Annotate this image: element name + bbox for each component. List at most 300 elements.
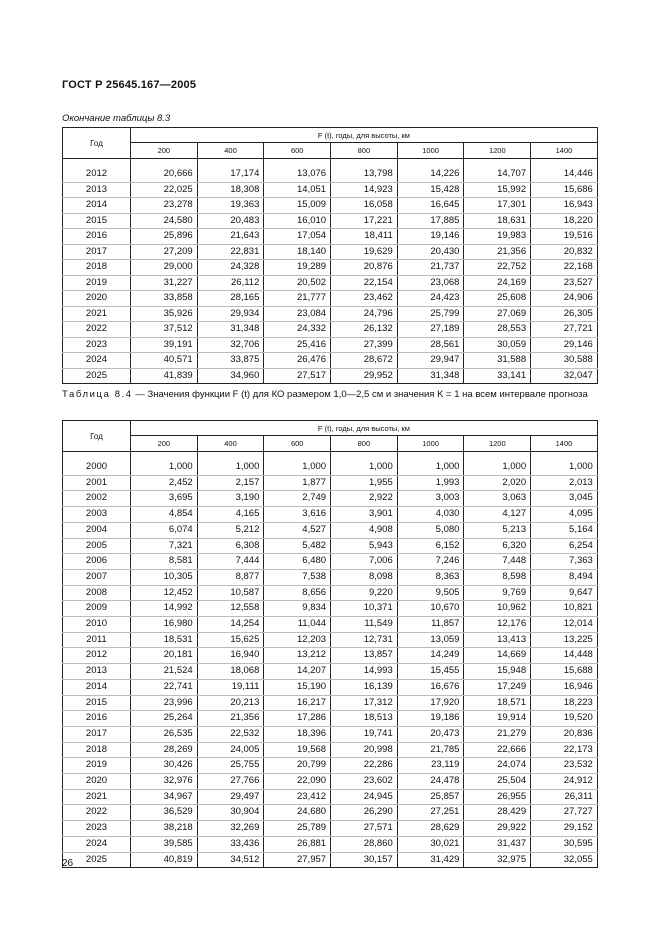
value-cell: 19,629 xyxy=(331,244,398,260)
value-cell: 12,452 xyxy=(131,585,198,601)
value-cell: 15,992 xyxy=(464,182,531,198)
value-cell: 16,980 xyxy=(131,617,198,633)
altitude-group-header: F (t), годы, для высоты, км xyxy=(131,128,598,143)
value-cell: 32,047 xyxy=(531,368,598,384)
altitude-column-header: 1000 xyxy=(397,143,464,159)
year-cell: 2015 xyxy=(63,213,131,229)
year-cell: 2005 xyxy=(63,538,131,554)
value-cell: 28,269 xyxy=(131,742,198,758)
value-cell: 28,561 xyxy=(397,337,464,353)
value-cell: 7,246 xyxy=(397,554,464,570)
value-cell: 32,706 xyxy=(197,337,264,353)
value-cell: 39,191 xyxy=(131,337,198,353)
year-cell: 2020 xyxy=(63,291,131,307)
value-cell: 13,413 xyxy=(464,632,531,648)
value-cell: 4,165 xyxy=(197,507,264,523)
year-cell: 2012 xyxy=(63,648,131,664)
value-cell: 27,727 xyxy=(531,805,598,821)
value-cell: 16,217 xyxy=(264,695,331,711)
value-cell: 37,512 xyxy=(131,322,198,338)
value-cell: 24,423 xyxy=(397,291,464,307)
value-cell: 30,595 xyxy=(531,836,598,852)
value-cell: 10,305 xyxy=(131,569,198,585)
value-cell: 1,000 xyxy=(331,460,398,475)
year-cell: 2011 xyxy=(63,632,131,648)
table-row xyxy=(63,491,598,507)
value-cell: 21,279 xyxy=(464,726,531,742)
value-cell: 20,666 xyxy=(131,167,198,182)
value-cell: 38,218 xyxy=(131,821,198,837)
table-row xyxy=(63,229,598,245)
table-8-3-caption: Окончание таблицы 8.3 xyxy=(62,113,171,124)
value-cell: 3,003 xyxy=(397,491,464,507)
value-cell: 7,448 xyxy=(464,554,531,570)
value-cell: 3,190 xyxy=(197,491,264,507)
table-8-4-title: — Значения функции F (t) для КО размером 1,0—2,5 см и значения K = 1 на всем интервале прогноза xyxy=(132,389,588,400)
year-cell: 2020 xyxy=(63,774,131,790)
value-cell: 22,090 xyxy=(264,774,331,790)
year-cell: 2019 xyxy=(63,275,131,291)
value-cell: 8,598 xyxy=(464,569,531,585)
value-cell: 31,227 xyxy=(131,275,198,291)
value-cell: 16,946 xyxy=(531,679,598,695)
value-cell: 22,168 xyxy=(531,260,598,276)
value-cell: 13,059 xyxy=(397,632,464,648)
value-cell: 20,998 xyxy=(331,742,398,758)
value-cell: 14,923 xyxy=(331,182,398,198)
value-cell: 14,669 xyxy=(464,648,531,664)
value-cell: 22,831 xyxy=(197,244,264,260)
value-cell: 3,901 xyxy=(331,507,398,523)
value-cell: 1,000 xyxy=(131,460,198,475)
table-row xyxy=(63,337,598,353)
value-cell: 30,904 xyxy=(197,805,264,821)
page-number: 26 xyxy=(62,858,74,869)
value-cell: 40,819 xyxy=(131,852,198,868)
value-cell: 16,139 xyxy=(331,679,398,695)
value-cell: 25,857 xyxy=(397,789,464,805)
value-cell: 17,174 xyxy=(197,167,264,182)
altitude-column-header: 600 xyxy=(264,436,331,452)
table-row xyxy=(63,711,598,727)
value-cell: 25,755 xyxy=(197,758,264,774)
value-cell: 23,462 xyxy=(331,291,398,307)
value-cell: 27,399 xyxy=(331,337,398,353)
value-cell: 2,157 xyxy=(197,475,264,491)
year-cell: 2002 xyxy=(63,491,131,507)
value-cell: 24,074 xyxy=(464,758,531,774)
table-row xyxy=(63,291,598,307)
value-cell: 24,906 xyxy=(531,291,598,307)
year-cell: 2024 xyxy=(63,836,131,852)
table-row xyxy=(63,554,598,570)
table-8-4-label: Таблица 8.4 xyxy=(62,389,133,400)
value-cell: 25,896 xyxy=(131,229,198,245)
value-cell: 24,912 xyxy=(531,774,598,790)
year-cell: 2001 xyxy=(63,475,131,491)
table-row xyxy=(63,617,598,633)
value-cell: 1,000 xyxy=(464,460,531,475)
year-cell: 2019 xyxy=(63,758,131,774)
table-row xyxy=(63,679,598,695)
value-cell: 23,278 xyxy=(131,198,198,214)
table-row xyxy=(63,664,598,680)
value-cell: 21,356 xyxy=(464,244,531,260)
value-cell: 27,189 xyxy=(397,322,464,338)
table-row xyxy=(63,353,598,369)
table-row xyxy=(63,322,598,338)
year-cell: 2012 xyxy=(63,167,131,182)
value-cell: 12,731 xyxy=(331,632,398,648)
value-cell: 31,588 xyxy=(464,353,531,369)
value-cell: 21,643 xyxy=(197,229,264,245)
table-body xyxy=(63,460,598,868)
value-cell: 18,140 xyxy=(264,244,331,260)
year-cell: 2015 xyxy=(63,695,131,711)
value-cell: 23,412 xyxy=(264,789,331,805)
value-cell: 19,914 xyxy=(464,711,531,727)
value-cell: 10,962 xyxy=(464,601,531,617)
value-cell: 14,446 xyxy=(531,167,598,182)
value-cell: 19,289 xyxy=(264,260,331,276)
value-cell: 22,154 xyxy=(331,275,398,291)
table-row xyxy=(63,585,598,601)
value-cell: 26,535 xyxy=(131,726,198,742)
value-cell: 8,363 xyxy=(397,569,464,585)
table-8-3 xyxy=(62,127,598,384)
year-cell: 2000 xyxy=(63,460,131,475)
year-cell: 2013 xyxy=(63,664,131,680)
year-cell: 2003 xyxy=(63,507,131,523)
value-cell: 28,860 xyxy=(331,836,398,852)
value-cell: 21,777 xyxy=(264,291,331,307)
value-cell: 26,311 xyxy=(531,789,598,805)
value-cell: 22,532 xyxy=(197,726,264,742)
value-cell: 19,363 xyxy=(197,198,264,214)
value-cell: 19,520 xyxy=(531,711,598,727)
year-cell: 2022 xyxy=(63,322,131,338)
value-cell: 24,005 xyxy=(197,742,264,758)
altitude-header-row xyxy=(63,436,598,452)
value-cell: 24,169 xyxy=(464,275,531,291)
table-row xyxy=(63,821,598,837)
value-cell: 8,656 xyxy=(264,585,331,601)
value-cell: 14,249 xyxy=(397,648,464,664)
value-cell: 1,993 xyxy=(397,475,464,491)
value-cell: 15,625 xyxy=(197,632,264,648)
value-cell: 7,538 xyxy=(264,569,331,585)
year-cell: 2025 xyxy=(63,368,131,384)
value-cell: 32,055 xyxy=(531,852,598,868)
year-column-header: Год xyxy=(63,128,131,159)
table-row xyxy=(63,569,598,585)
value-cell: 27,766 xyxy=(197,774,264,790)
value-cell: 19,983 xyxy=(464,229,531,245)
year-cell: 2013 xyxy=(63,182,131,198)
value-cell: 19,146 xyxy=(397,229,464,245)
value-cell: 25,789 xyxy=(264,821,331,837)
value-cell: 6,074 xyxy=(131,522,198,538)
table-row xyxy=(63,507,598,523)
value-cell: 20,836 xyxy=(531,726,598,742)
value-cell: 24,796 xyxy=(331,306,398,322)
value-cell: 1,000 xyxy=(531,460,598,475)
table-row xyxy=(63,852,598,868)
value-cell: 32,975 xyxy=(464,852,531,868)
value-cell: 35,926 xyxy=(131,306,198,322)
altitude-column-header: 1200 xyxy=(464,436,531,452)
value-cell: 18,223 xyxy=(531,695,598,711)
table-row xyxy=(63,475,598,491)
value-cell: 14,051 xyxy=(264,182,331,198)
value-cell: 1,000 xyxy=(197,460,264,475)
value-cell: 22,741 xyxy=(131,679,198,695)
table-row xyxy=(63,601,598,617)
value-cell: 16,676 xyxy=(397,679,464,695)
value-cell: 29,934 xyxy=(197,306,264,322)
value-cell: 21,356 xyxy=(197,711,264,727)
altitude-column-header: 200 xyxy=(131,436,198,452)
year-cell: 2016 xyxy=(63,711,131,727)
page-header: ГОСТ Р 25645.167—2005 xyxy=(62,79,197,91)
value-cell: 31,437 xyxy=(464,836,531,852)
value-cell: 6,308 xyxy=(197,538,264,554)
year-cell: 2022 xyxy=(63,805,131,821)
year-cell: 2016 xyxy=(63,229,131,245)
value-cell: 2,020 xyxy=(464,475,531,491)
table-row xyxy=(63,213,598,229)
value-cell: 18,571 xyxy=(464,695,531,711)
value-cell: 24,328 xyxy=(197,260,264,276)
value-cell: 24,332 xyxy=(264,322,331,338)
table-row xyxy=(63,632,598,648)
value-cell: 30,059 xyxy=(464,337,531,353)
value-cell: 6,480 xyxy=(264,554,331,570)
value-cell: 27,209 xyxy=(131,244,198,260)
value-cell: 26,476 xyxy=(264,353,331,369)
altitude-column-header: 1400 xyxy=(531,143,598,159)
value-cell: 26,112 xyxy=(197,275,264,291)
value-cell: 23,119 xyxy=(397,758,464,774)
value-cell: 14,448 xyxy=(531,648,598,664)
value-cell: 25,416 xyxy=(264,337,331,353)
value-cell: 25,264 xyxy=(131,711,198,727)
value-cell: 29,152 xyxy=(531,821,598,837)
year-cell: 2017 xyxy=(63,244,131,260)
value-cell: 22,173 xyxy=(531,742,598,758)
value-cell: 32,976 xyxy=(131,774,198,790)
value-cell: 4,127 xyxy=(464,507,531,523)
value-cell: 17,221 xyxy=(331,213,398,229)
value-cell: 14,992 xyxy=(131,601,198,617)
year-cell: 2010 xyxy=(63,617,131,633)
table-row xyxy=(63,368,598,384)
value-cell: 5,080 xyxy=(397,522,464,538)
value-cell: 9,769 xyxy=(464,585,531,601)
altitude-header-row xyxy=(63,143,598,159)
value-cell: 11,044 xyxy=(264,617,331,633)
year-cell: 2014 xyxy=(63,198,131,214)
value-cell: 5,212 xyxy=(197,522,264,538)
altitude-column-header: 200 xyxy=(131,143,198,159)
value-cell: 12,176 xyxy=(464,617,531,633)
value-cell: 15,190 xyxy=(264,679,331,695)
value-cell: 34,960 xyxy=(197,368,264,384)
table-row xyxy=(63,198,598,214)
value-cell: 15,455 xyxy=(397,664,464,680)
year-cell: 2018 xyxy=(63,260,131,276)
value-cell: 20,181 xyxy=(131,648,198,664)
table-row xyxy=(63,742,598,758)
value-cell: 36,529 xyxy=(131,805,198,821)
table-row xyxy=(63,538,598,554)
value-cell: 7,444 xyxy=(197,554,264,570)
value-cell: 21,785 xyxy=(397,742,464,758)
value-cell: 10,670 xyxy=(397,601,464,617)
value-cell: 26,955 xyxy=(464,789,531,805)
value-cell: 6,254 xyxy=(531,538,598,554)
value-cell: 23,532 xyxy=(531,758,598,774)
value-cell: 30,021 xyxy=(397,836,464,852)
value-cell: 4,095 xyxy=(531,507,598,523)
value-cell: 28,629 xyxy=(397,821,464,837)
value-cell: 40,571 xyxy=(131,353,198,369)
value-cell: 27,721 xyxy=(531,322,598,338)
value-cell: 5,164 xyxy=(531,522,598,538)
altitude-column-header: 400 xyxy=(197,436,264,452)
year-cell: 2021 xyxy=(63,789,131,805)
year-cell: 2006 xyxy=(63,554,131,570)
value-cell: 19,568 xyxy=(264,742,331,758)
value-cell: 18,531 xyxy=(131,632,198,648)
value-cell: 2,749 xyxy=(264,491,331,507)
value-cell: 26,290 xyxy=(331,805,398,821)
value-cell: 16,940 xyxy=(197,648,264,664)
value-cell: 14,993 xyxy=(331,664,398,680)
value-cell: 3,695 xyxy=(131,491,198,507)
value-cell: 31,348 xyxy=(397,368,464,384)
value-cell: 11,857 xyxy=(397,617,464,633)
year-cell: 2021 xyxy=(63,306,131,322)
value-cell: 9,834 xyxy=(264,601,331,617)
table-row xyxy=(63,648,598,664)
value-cell: 33,875 xyxy=(197,353,264,369)
value-cell: 14,226 xyxy=(397,167,464,182)
value-cell: 16,943 xyxy=(531,198,598,214)
value-cell: 20,213 xyxy=(197,695,264,711)
value-cell: 25,504 xyxy=(464,774,531,790)
value-cell: 25,608 xyxy=(464,291,531,307)
value-cell: 29,497 xyxy=(197,789,264,805)
value-cell: 17,920 xyxy=(397,695,464,711)
year-cell: 2017 xyxy=(63,726,131,742)
value-cell: 24,945 xyxy=(331,789,398,805)
value-cell: 15,948 xyxy=(464,664,531,680)
value-cell: 41,839 xyxy=(131,368,198,384)
value-cell: 5,482 xyxy=(264,538,331,554)
value-cell: 12,203 xyxy=(264,632,331,648)
value-cell: 29,952 xyxy=(331,368,398,384)
value-cell: 17,054 xyxy=(264,229,331,245)
altitude-group-header: F (t), годы, для высоты, км xyxy=(131,421,598,436)
year-cell: 2014 xyxy=(63,679,131,695)
value-cell: 28,165 xyxy=(197,291,264,307)
value-cell: 31,429 xyxy=(397,852,464,868)
value-cell: 17,301 xyxy=(464,198,531,214)
value-cell: 26,132 xyxy=(331,322,398,338)
value-cell: 29,000 xyxy=(131,260,198,276)
value-cell: 24,680 xyxy=(264,805,331,821)
table-row xyxy=(63,774,598,790)
table-row xyxy=(63,522,598,538)
value-cell: 30,588 xyxy=(531,353,598,369)
year-cell: 2023 xyxy=(63,337,131,353)
value-cell: 29,922 xyxy=(464,821,531,837)
value-cell: 21,737 xyxy=(397,260,464,276)
value-cell: 13,212 xyxy=(264,648,331,664)
value-cell: 33,436 xyxy=(197,836,264,852)
value-cell: 27,957 xyxy=(264,852,331,868)
value-cell: 12,558 xyxy=(197,601,264,617)
value-cell: 6,152 xyxy=(397,538,464,554)
value-cell: 23,084 xyxy=(264,306,331,322)
value-cell: 18,411 xyxy=(331,229,398,245)
value-cell: 3,063 xyxy=(464,491,531,507)
year-cell: 2024 xyxy=(63,353,131,369)
value-cell: 7,321 xyxy=(131,538,198,554)
year-cell: 2023 xyxy=(63,821,131,837)
table-row xyxy=(63,182,598,198)
value-cell: 1,955 xyxy=(331,475,398,491)
year-cell: 2009 xyxy=(63,601,131,617)
table-row xyxy=(63,244,598,260)
value-cell: 4,908 xyxy=(331,522,398,538)
value-cell: 10,371 xyxy=(331,601,398,617)
value-cell: 26,305 xyxy=(531,306,598,322)
value-cell: 20,430 xyxy=(397,244,464,260)
value-cell: 18,308 xyxy=(197,182,264,198)
value-cell: 19,186 xyxy=(397,711,464,727)
altitude-column-header: 800 xyxy=(331,143,398,159)
value-cell: 17,885 xyxy=(397,213,464,229)
value-cell: 29,146 xyxy=(531,337,598,353)
table-8-4 xyxy=(62,420,598,868)
value-cell: 24,580 xyxy=(131,213,198,229)
value-cell: 4,030 xyxy=(397,507,464,523)
value-cell: 18,396 xyxy=(264,726,331,742)
value-cell: 15,428 xyxy=(397,182,464,198)
altitude-column-header: 1000 xyxy=(397,436,464,452)
value-cell: 22,752 xyxy=(464,260,531,276)
value-cell: 10,821 xyxy=(531,601,598,617)
value-cell: 20,832 xyxy=(531,244,598,260)
value-cell: 31,348 xyxy=(197,322,264,338)
table-row xyxy=(63,460,598,475)
value-cell: 34,967 xyxy=(131,789,198,805)
value-cell: 1,877 xyxy=(264,475,331,491)
value-cell: 26,881 xyxy=(264,836,331,852)
value-cell: 7,006 xyxy=(331,554,398,570)
value-cell: 18,220 xyxy=(531,213,598,229)
table-row xyxy=(63,306,598,322)
value-cell: 13,076 xyxy=(264,167,331,182)
value-cell: 17,312 xyxy=(331,695,398,711)
value-cell: 29,947 xyxy=(397,353,464,369)
table-row xyxy=(63,836,598,852)
value-cell: 3,616 xyxy=(264,507,331,523)
value-cell: 28,429 xyxy=(464,805,531,821)
value-cell: 28,672 xyxy=(331,353,398,369)
